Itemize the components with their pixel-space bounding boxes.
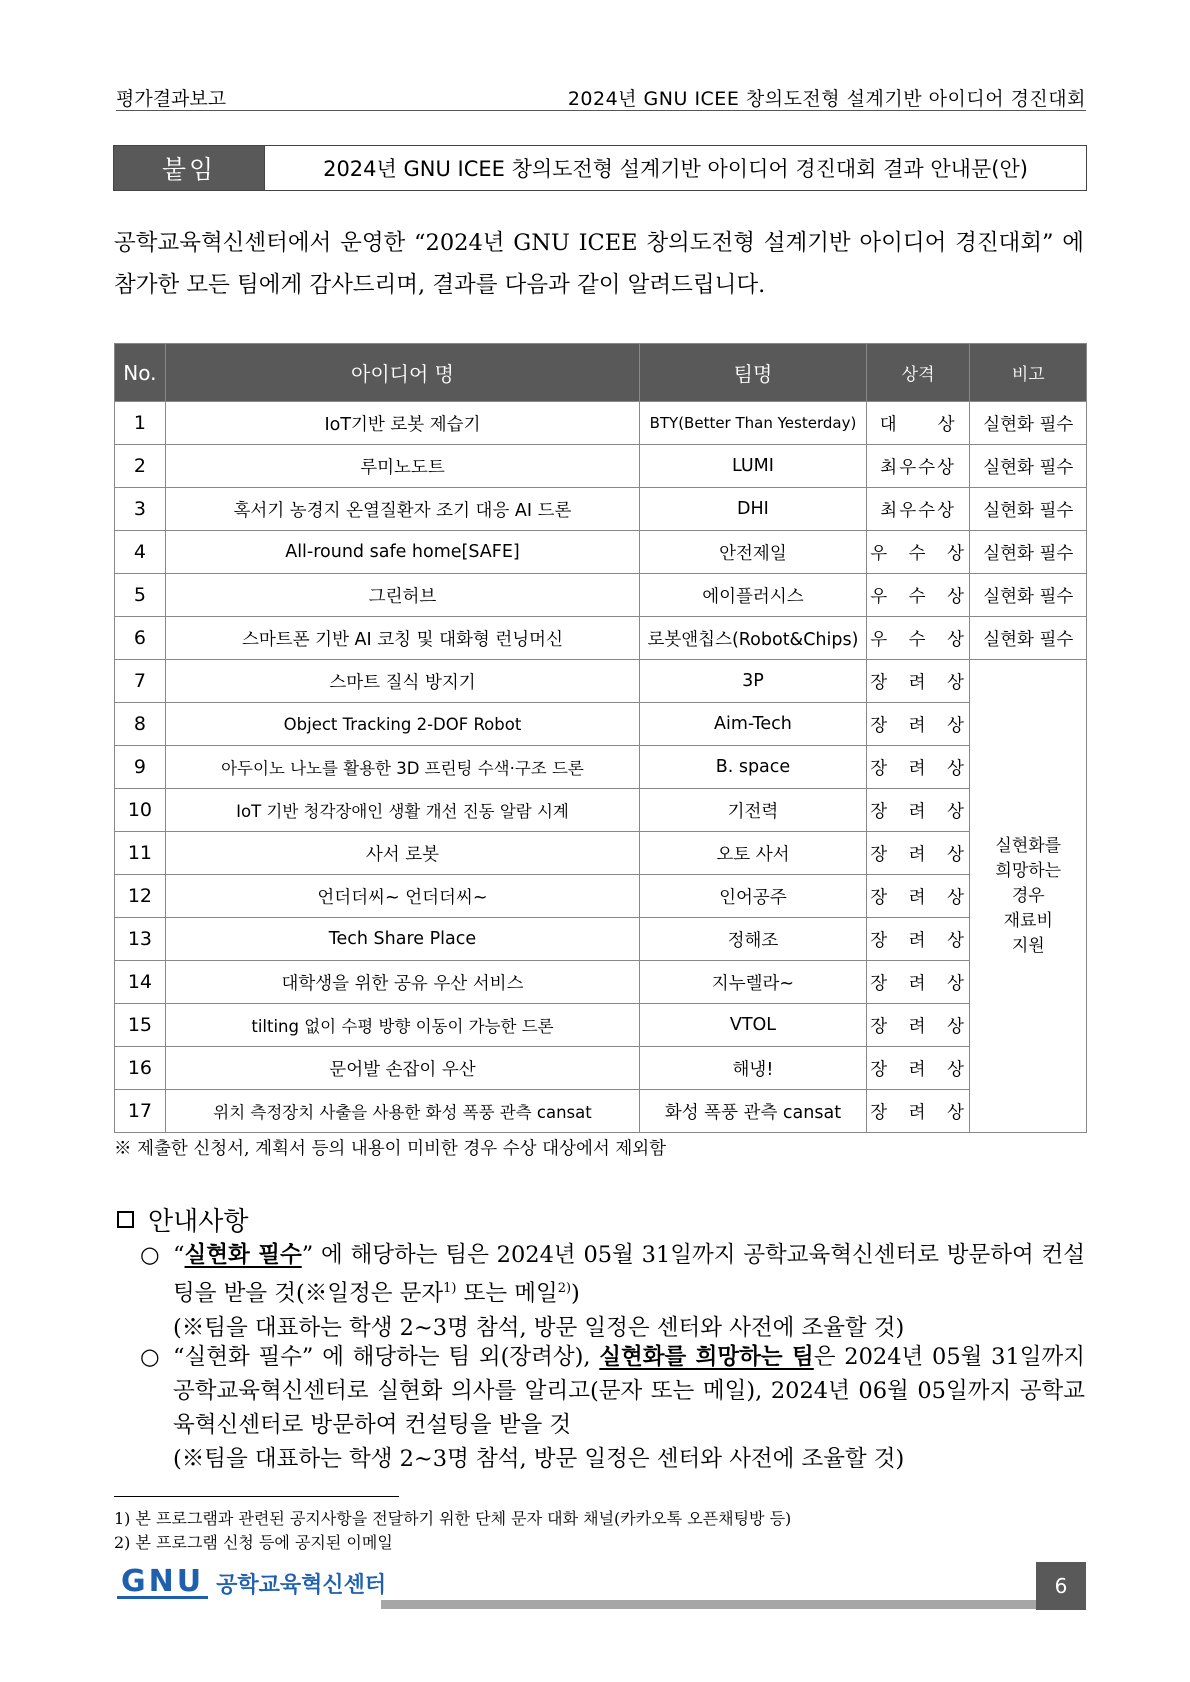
col-header-note: 비고: [970, 344, 1087, 402]
notice-1-quote: “: [173, 1242, 185, 1268]
merged-note-line: 실현화를: [995, 835, 1062, 856]
cell-no: 2: [115, 445, 166, 488]
cell-award: 대 상: [866, 402, 970, 445]
merged-note-line: 재료비: [1003, 910, 1053, 931]
cell-idea: 그린허브: [165, 574, 639, 617]
cell-award: 최우수상: [866, 488, 970, 531]
table-row: [115, 574, 1087, 617]
cell-no: 1: [115, 402, 166, 445]
cell-no: 13: [115, 918, 166, 961]
logo-text: 공학교육혁신센터: [216, 1573, 387, 1598]
circle-bullet-icon: ○: [140, 1344, 160, 1370]
cell-no: 11: [115, 832, 166, 875]
table-header-row: [115, 344, 1087, 402]
cell-note: 실현화 필수: [970, 531, 1087, 574]
notice-2-sub: (※팀을 대표하는 학생 2~3명 참석, 방문 일정은 센터와 사전에 조율할 것): [173, 1446, 905, 1472]
table-row: [115, 445, 1087, 488]
cell-idea: IoT 기반 청각장애인 생활 개선 진동 알람 시계: [165, 789, 639, 832]
cell-team: 지누렐라~: [640, 961, 867, 1004]
cell-note: 실현화 필수: [970, 402, 1087, 445]
cell-idea: 스마트 질식 방지기: [165, 660, 639, 703]
table-row: [115, 789, 1087, 832]
attachment-title: 2024년 GNU ICEE 창의도전형 설계기반 아이디어 경진대회 결과 안내문(안): [264, 146, 1086, 190]
col-header-no: No.: [115, 344, 166, 402]
header-right: 2024년 GNU ICEE 창의도전형 설계기반 아이디어 경진대회: [567, 88, 1086, 110]
cell-award: 장 려 상: [866, 918, 970, 961]
cell-no: 7: [115, 660, 166, 703]
table-row: [115, 918, 1087, 961]
notice-2-text2: 은 2024년 05월 31일까지 공학교육혁신센터로 실현화 의사를 알리고(문자 또는 메일), 2024년 06월 05일까지 공학교육혁신센터로 방문하여 컨설팅을 받을 것: [173, 1344, 1086, 1438]
cell-award: 장 려 상: [866, 1047, 970, 1090]
notice-1-text2: 또는 메일: [456, 1280, 558, 1307]
logo-mark: GNU: [117, 1568, 208, 1599]
cell-idea: 루미노도트: [165, 445, 639, 488]
table-footnote: ※ 제출한 신청서, 계획서 등의 내용이 미비한 경우 수상 대상에서 제외함: [114, 1139, 667, 1159]
cell-award: 장 려 상: [866, 961, 970, 1004]
table-row: [115, 488, 1087, 531]
cell-idea: Object Tracking 2-DOF Robot: [165, 703, 639, 746]
cell-team: 오토 사서: [640, 832, 867, 875]
table-row: [115, 875, 1087, 918]
footnote-divider: [114, 1496, 399, 1497]
cell-team: VTOL: [640, 1004, 867, 1047]
footnote-1: 1) 본 프로그램과 관련된 공지사항을 전달하기 위한 단체 문자 대화 채널(카카오톡 오픈채팅방 등): [114, 1509, 792, 1528]
merged-note-line: 경우: [1011, 885, 1045, 906]
cell-note: 실현화 필수: [970, 574, 1087, 617]
notice-1-text1: ” 에 해당하는 팀은 2024년 05월 31일까지 공학교육혁신센터로 방문하여 컨설팅을 받을 것(※일정은 문자: [173, 1242, 1085, 1307]
footnote-ref-1: 1): [443, 1281, 457, 1296]
table-row: [115, 617, 1087, 660]
cell-award: 우 수 상: [866, 617, 970, 660]
cell-note: 실현화 필수: [970, 488, 1087, 531]
cell-idea: 문어발 손잡이 우산: [165, 1047, 639, 1090]
cell-idea: 언더더씨~ 언더더씨~: [165, 875, 639, 918]
cell-award: 장 려 상: [866, 789, 970, 832]
cell-team: DHI: [640, 488, 867, 531]
table-row: [115, 1004, 1087, 1047]
footnote-ref-2: 2): [557, 1281, 572, 1296]
cell-team: 인어공주: [640, 875, 867, 918]
cell-team: B. space: [640, 746, 867, 789]
col-header-team: 팀명: [640, 344, 867, 402]
cell-idea: All-round safe home[SAFE]: [165, 531, 639, 574]
table-row: [115, 1090, 1087, 1133]
cell-no: 6: [115, 617, 166, 660]
cell-no: 3: [115, 488, 166, 531]
gnu-logo: [117, 1564, 387, 1599]
cell-award: 장 려 상: [866, 832, 970, 875]
cell-award: 장 려 상: [866, 875, 970, 918]
notice-2-text1: “실현화 필수” 에 해당하는 팀 외(장려상),: [173, 1344, 600, 1370]
cell-idea: 대학생을 위한 공유 우산 서비스: [165, 961, 639, 1004]
cell-award: 최우수상: [866, 445, 970, 488]
attachment-banner: [113, 145, 1087, 191]
cell-team: BTY(Better Than Yesterday): [640, 402, 867, 445]
cell-idea: 혹서기 농경지 온열질환자 조기 대응 AI 드론: [165, 488, 639, 531]
cell-no: 9: [115, 746, 166, 789]
cell-no: 17: [115, 1090, 166, 1133]
cell-award: 장 려 상: [866, 660, 970, 703]
table-row: [115, 1047, 1087, 1090]
cell-note: 실현화 필수: [970, 617, 1087, 660]
notice-1-emphasis: 실현화 필수: [184, 1242, 302, 1268]
attachment-tag: 붙임: [114, 146, 264, 190]
cell-team: LUMI: [640, 445, 867, 488]
cell-team: 로봇앤칩스(Robot&Chips): [640, 617, 867, 660]
cell-team: 해냉!: [640, 1047, 867, 1090]
cell-no: 16: [115, 1047, 166, 1090]
cell-idea: 사서 로봇: [165, 832, 639, 875]
merged-note-line: 희망하는: [995, 860, 1062, 881]
cell-no: 15: [115, 1004, 166, 1047]
table-row: [115, 531, 1087, 574]
cell-award: 장 려 상: [866, 746, 970, 789]
cell-no: 5: [115, 574, 166, 617]
notice-1-text3: ): [571, 1280, 580, 1307]
table-row: [115, 961, 1087, 1004]
cell-award: 장 려 상: [866, 703, 970, 746]
footer-bar: [381, 1600, 1036, 1609]
cell-team: 3P: [640, 660, 867, 703]
cell-idea: 위치 측정장치 사출을 사용한 화성 폭풍 관측 cansat: [165, 1090, 639, 1133]
notice-item-2: [140, 1340, 1085, 1476]
cell-award: 우 수 상: [866, 574, 970, 617]
cell-note-merged: [970, 660, 1087, 1133]
notice-title-text: 안내사항: [148, 1207, 249, 1237]
header-divider: [116, 110, 1086, 111]
cell-no: 4: [115, 531, 166, 574]
cell-idea: 아두이노 나노를 활용한 3D 프린팅 수색·구조 드론: [165, 746, 639, 789]
cell-team: Aim-Tech: [640, 703, 867, 746]
cell-team: 화성 폭풍 관측 cansat: [640, 1090, 867, 1133]
cell-team: 안전제일: [640, 531, 867, 574]
cell-award: 우 수 상: [866, 531, 970, 574]
table-row: [115, 832, 1087, 875]
cell-team: 기전력: [640, 789, 867, 832]
cell-award: 장 려 상: [866, 1004, 970, 1047]
notice-2-emphasis: 실현화를 희망하는 팀: [599, 1344, 814, 1370]
cell-team: 에이플러시스: [640, 574, 867, 617]
cell-no: 8: [115, 703, 166, 746]
table-row: [115, 746, 1087, 789]
col-header-idea: 아이디어 명: [165, 344, 639, 402]
col-header-award: 상격: [866, 344, 970, 402]
notice-1-sub: (※팀을 대표하는 학생 2~3명 참석, 방문 일정은 센터와 사전에 조율할 것): [173, 1314, 905, 1341]
cell-no: 12: [115, 875, 166, 918]
header-left: 평가결과보고: [116, 88, 227, 110]
cell-idea: tilting 없이 수평 방향 이동이 가능한 드론: [165, 1004, 639, 1047]
results-table: [114, 343, 1087, 1133]
merged-note-line: 지원: [1011, 935, 1045, 956]
circle-bullet-icon: ○: [140, 1242, 160, 1268]
checkbox-square-icon: [117, 1211, 134, 1228]
notice-title: [117, 1201, 248, 1238]
footnote-2: 2) 본 프로그램 신청 등에 공지된 이메일: [114, 1533, 393, 1552]
cell-idea: Tech Share Place: [165, 918, 639, 961]
page-number: 6: [1036, 1562, 1086, 1610]
cell-idea: 스마트폰 기반 AI 코칭 및 대화형 런닝머신: [165, 617, 639, 660]
notice-item-1: [140, 1238, 1085, 1345]
table-row: [115, 402, 1087, 445]
cell-note: 실현화 필수: [970, 445, 1087, 488]
cell-team: 정해조: [640, 918, 867, 961]
cell-award: 장 려 상: [866, 1090, 970, 1133]
cell-no: 14: [115, 961, 166, 1004]
intro-paragraph: 공학교육혁신센터에서 운영한 “2024년 GNU ICEE 창의도전형 설계기반 아이디어 경진대회” 에 참가한 모든 팀에게 감사드리며, 결과를 다음과 같이 알려드립니다.: [114, 230, 1084, 298]
cell-no: 10: [115, 789, 166, 832]
cell-idea: IoT기반 로봇 제습기: [165, 402, 639, 445]
table-row: [115, 660, 1087, 703]
table-row: [115, 703, 1087, 746]
